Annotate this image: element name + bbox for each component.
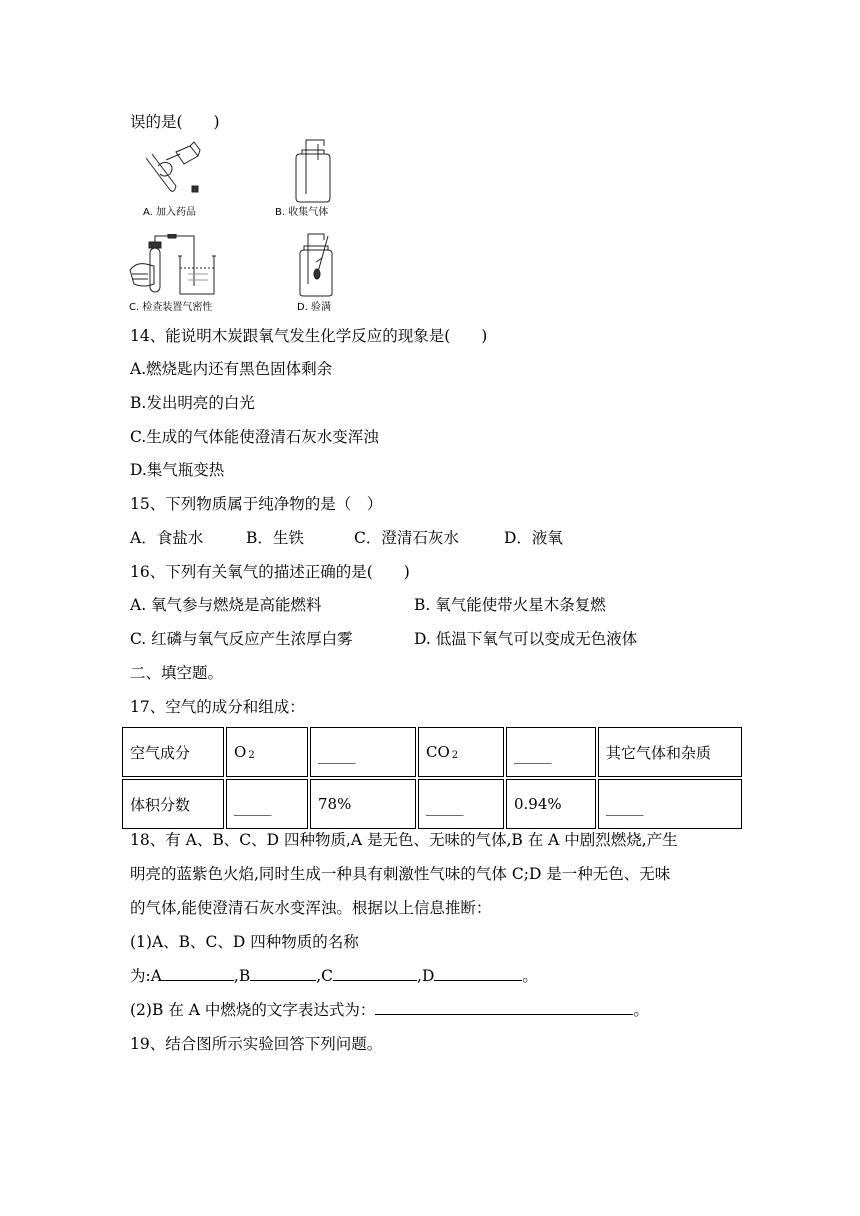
q18-answer-b-prefix: ,B [233, 967, 251, 985]
caption-c: C. 检查装置气密性 [129, 302, 213, 313]
q13-tail: 误的是( ) [130, 113, 220, 131]
q18-line-6-end: 。 [633, 1001, 649, 1019]
q14-option-b: B.发出明亮的白光 [130, 394, 255, 412]
q19-stem: 19、结合图所示实验回答下列问题。 [130, 1035, 383, 1053]
figure-c-airtightness-check [128, 234, 228, 298]
q16-option-b: B. 氧气能使带火星木条复燃 [414, 596, 606, 614]
cell-label-volume: 体积分数 [122, 779, 224, 829]
caption-b: B. 收集气体 [275, 207, 329, 218]
cell-co2 [418, 727, 504, 777]
q18-line-4: (1)A、B、C、D 四种物质的名称 [130, 933, 359, 951]
cell-blank-other-volume[interactable]: _____ [598, 779, 742, 829]
q15-stem: 15、下列物质属于纯净物的是（ ） [130, 495, 383, 513]
cell-other-gases: 其它气体和杂质 [598, 727, 742, 777]
cell-blank-n2[interactable]: _____ [310, 727, 416, 777]
q18-answer-a-prefix: 为:A [130, 967, 162, 985]
q16-option-c: C. 红磷与氧气反应产生浓厚白雾 [130, 630, 353, 648]
o2-text: O [234, 743, 247, 761]
figure-d-checking-full [292, 232, 342, 298]
answer-blank-equation[interactable] [375, 1000, 633, 1015]
q15-option-d: D．液氧 [504, 529, 563, 547]
co2-subscript: 2 [451, 750, 459, 761]
answer-blank-a[interactable] [162, 966, 234, 981]
q17-stem: 17、空气的成分和组成： [130, 698, 305, 716]
cell-blank-co2-volume[interactable]: _____ [418, 779, 504, 829]
q18-line-6 [130, 999, 649, 1021]
cell-n2-volume: 78% [310, 779, 416, 829]
q18-line-1: 18、有 A、B、C、D 四种物质,A 是无色、无味的气体,B 在 A 中剧烈燃烧,产生 [130, 831, 678, 849]
cell-blank-rare-gas[interactable]: _____ [506, 727, 596, 777]
o2-subscript: 2 [248, 750, 255, 761]
cell-rare-gas-volume: 0.94% [506, 779, 596, 829]
answer-blank-b[interactable] [250, 966, 316, 981]
q18-line-3: 的气体,能使澄清石灰水变浑浊。根据以上信息推断： [130, 899, 492, 917]
caption-a: A. 加入药品 [143, 207, 197, 218]
cell-label-components: 空气成分 [122, 727, 224, 777]
q18-answer-d-prefix: ,D [417, 967, 435, 985]
q14-option-a: A.燃烧匙内还有黑色固体剩余 [130, 360, 333, 378]
q16-option-d: D. 低温下氧气可以变成无色液体 [414, 630, 638, 648]
air-composition-table [120, 725, 744, 831]
q16-stem: 16、下列有关氧气的描述正确的是( ) [130, 563, 410, 581]
cell-o2 [226, 727, 308, 777]
figure-a-adding-reagent [136, 138, 208, 200]
q14-option-d: D.集气瓶变热 [130, 461, 225, 479]
q14-option-c: C.生成的气体能使澄清石灰水变浑浊 [130, 428, 379, 446]
q18-answer-c-prefix: ,C [316, 967, 334, 985]
cell-blank-o2-volume[interactable]: _____ [226, 779, 308, 829]
table-row [122, 779, 742, 829]
q15-option-b: B．生铁 [246, 529, 304, 547]
co2-text: CO [426, 743, 450, 761]
q15-option-c: C．澄清石灰水 [354, 529, 459, 547]
figure-b-collecting-gas [288, 138, 338, 204]
table-row [122, 727, 742, 777]
section-2-heading: 二、填空题。 [130, 664, 224, 682]
answer-blank-d[interactable] [434, 966, 522, 981]
q18-line-5-end: 。 [522, 967, 538, 985]
q16-option-a: A. 氧气参与燃烧是高能燃料 [130, 596, 322, 614]
q18-line-2: 明亮的蓝紫色火焰,同时生成一种具有刺激性气味的气体 C;D 是一种无色、无味 [130, 865, 671, 883]
caption-d: D. 验满 [297, 302, 332, 313]
q14-stem: 14、能说明木炭跟氧气发生化学反应的现象是( ) [130, 327, 488, 345]
q18-equation-prefix: (2)B 在 A 中燃烧的文字表达式为： [130, 1001, 376, 1019]
answer-blank-c[interactable] [333, 966, 417, 981]
q18-line-5 [130, 965, 538, 987]
q15-option-a: A．食盐水 [130, 529, 204, 547]
